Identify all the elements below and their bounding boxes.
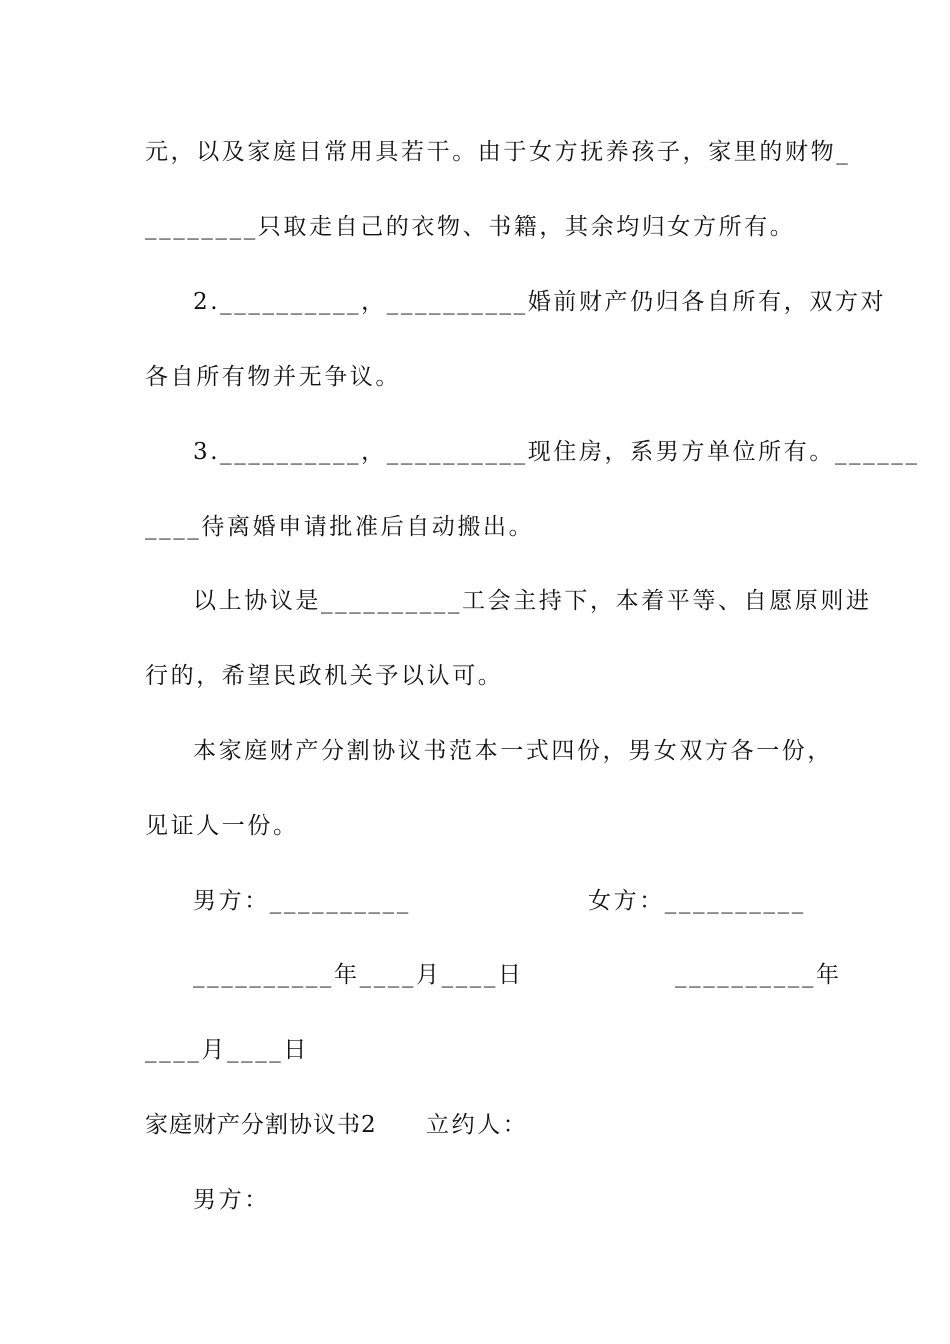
body-line: ________只取走自己的衣物、书籍，其余均归女方所有。: [145, 214, 796, 240]
party-label: 立约人：: [426, 1112, 529, 1138]
female-signature: 女方：__________: [588, 888, 806, 914]
body-line: 行的，希望民政机关予以认可。: [145, 663, 504, 689]
body-line: 各自所有物并无争议。: [145, 364, 401, 390]
date-right: __________年: [675, 962, 842, 988]
date-right-continued: ____月____日: [145, 1037, 309, 1063]
body-line: 2.__________，__________婚前财产仍归各自所有，双方对: [193, 289, 887, 315]
body-line: 见证人一份。: [145, 813, 299, 839]
male-signature: 男方：__________: [193, 888, 411, 914]
next-doc-title: 家庭财产分割协议书2: [145, 1112, 377, 1138]
date-left: __________年____月____日: [193, 962, 524, 988]
next-doc-male-label: 男方：: [193, 1187, 270, 1213]
body-line: 元，以及家庭日常用具若干。由于女方抚养孩子，家里的财物_: [145, 139, 851, 165]
body-line: 3.__________，__________现住房，系男方单位所有。______: [193, 439, 920, 465]
body-line: 以上协议是__________工会主持下，本着平等、自愿原则进: [193, 588, 872, 614]
body-line: 本家庭财产分割协议书范本一式四份，男女双方各一份，: [193, 738, 833, 764]
body-line: ____待离婚申请批准后自动搬出。: [145, 514, 535, 540]
